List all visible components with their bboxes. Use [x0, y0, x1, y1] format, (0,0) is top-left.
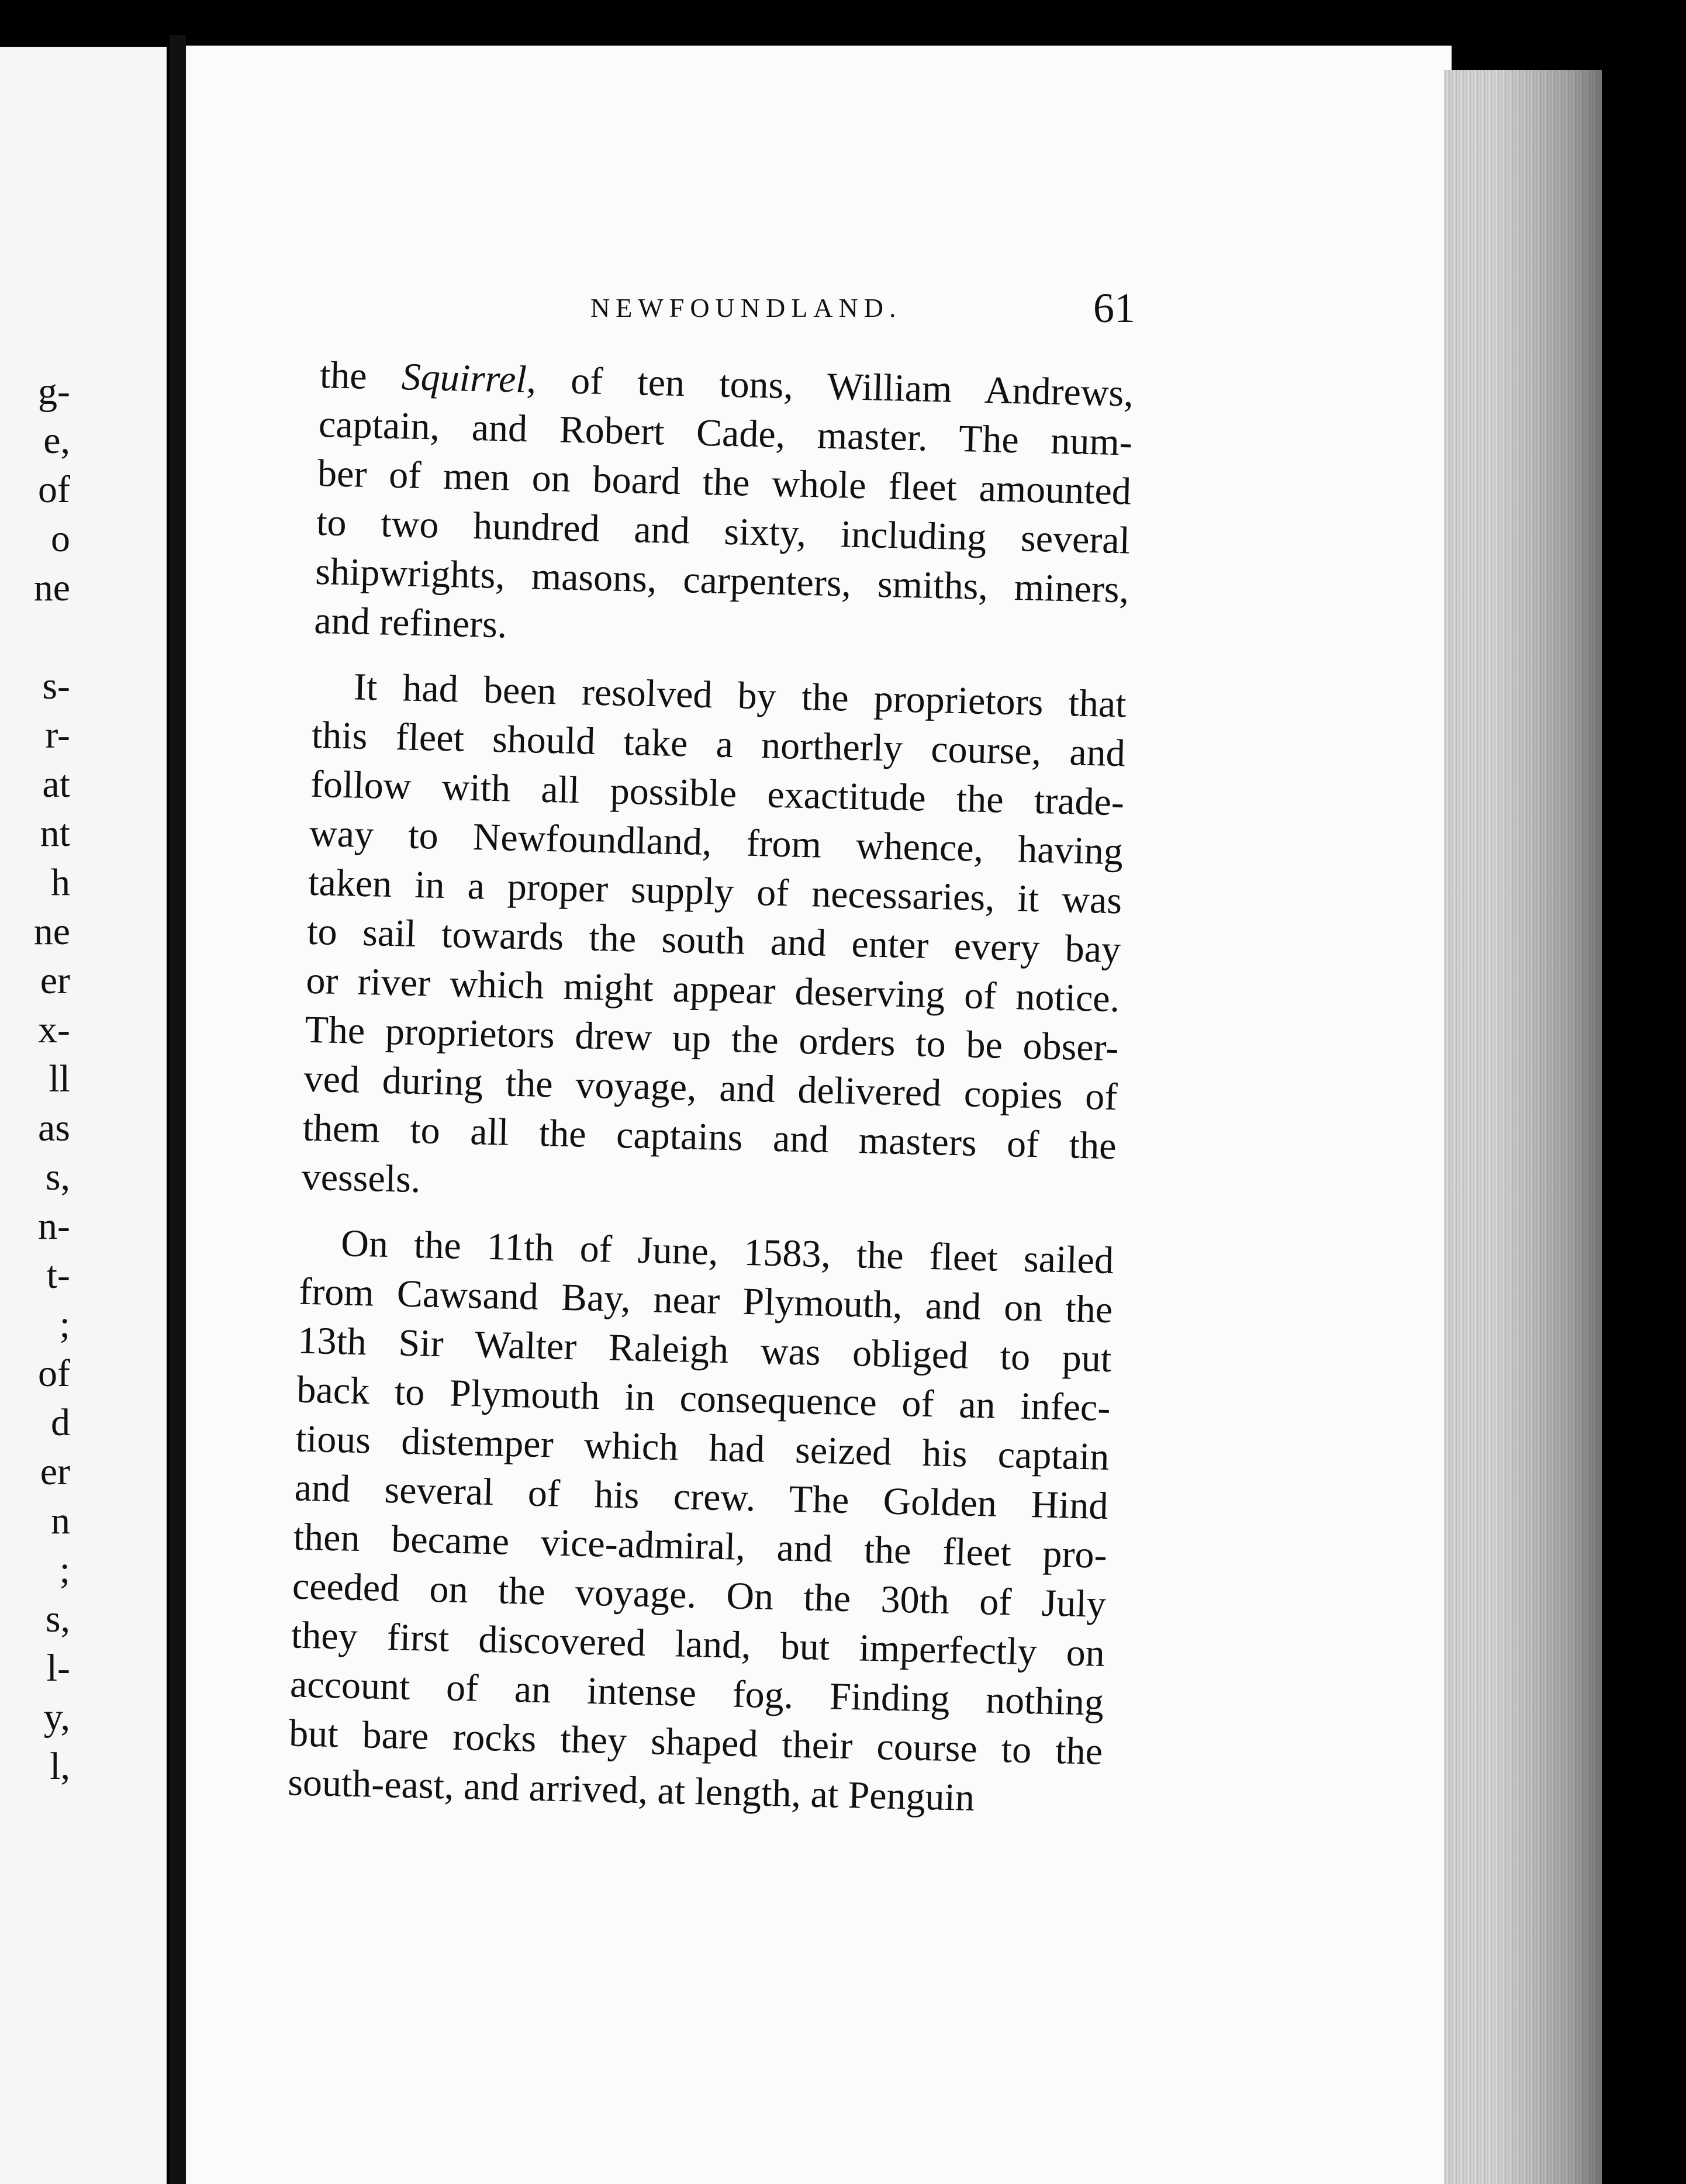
text-line: the Squirrel, of ten tons, William Andrews,	[319, 353, 1134, 415]
text-line: way to Newfoundland, from whence, having	[309, 811, 1124, 873]
text-line: vessels.	[301, 1155, 422, 1201]
paragraph	[314, 351, 1134, 664]
text-line: then became vice-admiral, and the fleet pro-	[293, 1515, 1108, 1577]
previous-page-fragment: ne	[33, 910, 70, 953]
text-line: On the 11th of June, 1583, the fleet sailed	[340, 1222, 1114, 1283]
previous-page-fragment: o	[51, 517, 70, 560]
previous-page-fragment: l-	[46, 1647, 70, 1689]
previous-page-fragment: ll	[49, 1058, 70, 1100]
text-line: The proprietors drew up the orders to be obser-	[304, 1008, 1120, 1070]
previous-page-line-endings	[0, 367, 70, 1791]
running-head: NEWFOUNDLAND.	[590, 293, 902, 323]
previous-page-fragment	[0, 613, 70, 662]
text-line: It had been resolved by the proprietors that	[353, 665, 1127, 726]
text-line: south-east, and arrived, at length, at Penguin	[287, 1761, 975, 1820]
text-line: captain, and Robert Cade, master. The num-	[318, 402, 1133, 464]
paragraph	[287, 1218, 1114, 1826]
previous-page-fragment: t-	[46, 1254, 70, 1297]
text-line: from Cawsand Bay, near Plymouth, and on the	[298, 1270, 1113, 1332]
fore-edge-shadow	[1497, 70, 1602, 2184]
previous-page-fragment: nt	[40, 812, 70, 855]
previous-page-fragment: e,	[43, 419, 70, 462]
previous-page-fragment: h	[51, 861, 70, 904]
previous-page-fragment: ;	[59, 1303, 70, 1346]
previous-page-fragment: n	[51, 1499, 70, 1542]
previous-page-fragment: ;	[59, 1549, 70, 1591]
text-line: shipwrights, masons, carpenters, smiths, miners,	[315, 550, 1129, 611]
text-line: follow with all possible exactitude the trade-	[310, 762, 1125, 824]
text-line: 13th Sir Walter Raleigh was obliged to put	[297, 1319, 1113, 1381]
page-number: 61	[1093, 285, 1135, 331]
page-gutter	[170, 35, 186, 2184]
previous-page-fragment: s,	[45, 1598, 70, 1640]
previous-page-fragment: s-	[42, 665, 70, 707]
paragraph	[301, 662, 1127, 1220]
previous-page-fragment: y,	[43, 1696, 70, 1739]
previous-page-fragment: er	[40, 1450, 70, 1493]
previous-page-fragment: l,	[50, 1745, 70, 1788]
text-line: they first discovered land, but imperfectly on	[291, 1613, 1105, 1675]
text-line: or river which might appear deserving of notice.	[305, 959, 1121, 1021]
text-line: taken in a proper supply of necessaries, it was	[308, 861, 1122, 922]
text-line: and several of his crew. The Golden Hind	[294, 1466, 1109, 1528]
text-line: to two hundred and sixty, including several	[316, 500, 1131, 562]
previous-page-fragment: r-	[45, 714, 70, 756]
text-line: ved during the voyage, and delivered copies of	[303, 1057, 1118, 1119]
text-line: account of an intense fog. Finding nothing	[289, 1663, 1104, 1724]
previous-page-fragment: s,	[45, 1156, 70, 1198]
text-line: them to all the captains and masters of the	[302, 1106, 1117, 1168]
previous-page-fragment: of	[38, 468, 70, 511]
text-line: back to Plymouth in consequence of an infec-	[296, 1368, 1111, 1430]
text-line: and refiners.	[313, 599, 508, 647]
text-line: ceeded on the voyage. On the 30th of July	[292, 1564, 1107, 1626]
previous-page-fragment: er	[40, 959, 70, 1002]
previous-page-fragment: n-	[38, 1205, 70, 1247]
previous-page-fragment: at	[42, 763, 70, 806]
text-line: tious distemper which had seized his captain	[295, 1417, 1110, 1479]
text-line: to sail towards the south and enter every bay	[306, 910, 1121, 972]
previous-page-fragment: d	[51, 1401, 70, 1444]
previous-page-fragment: x-	[38, 1008, 70, 1051]
previous-page-fragment: g-	[38, 370, 70, 413]
body-text	[287, 351, 1134, 1826]
previous-page-fragment: ne	[33, 566, 70, 609]
text-line: but bare rocks they shaped their course to the	[288, 1712, 1103, 1773]
previous-page-fragment: as	[38, 1107, 70, 1149]
previous-page-fragment: of	[38, 1352, 70, 1395]
text-line: this fleet should take a northerly course, and	[311, 713, 1126, 775]
text-line: ber of men on board the whole fleet amounted	[317, 451, 1132, 513]
